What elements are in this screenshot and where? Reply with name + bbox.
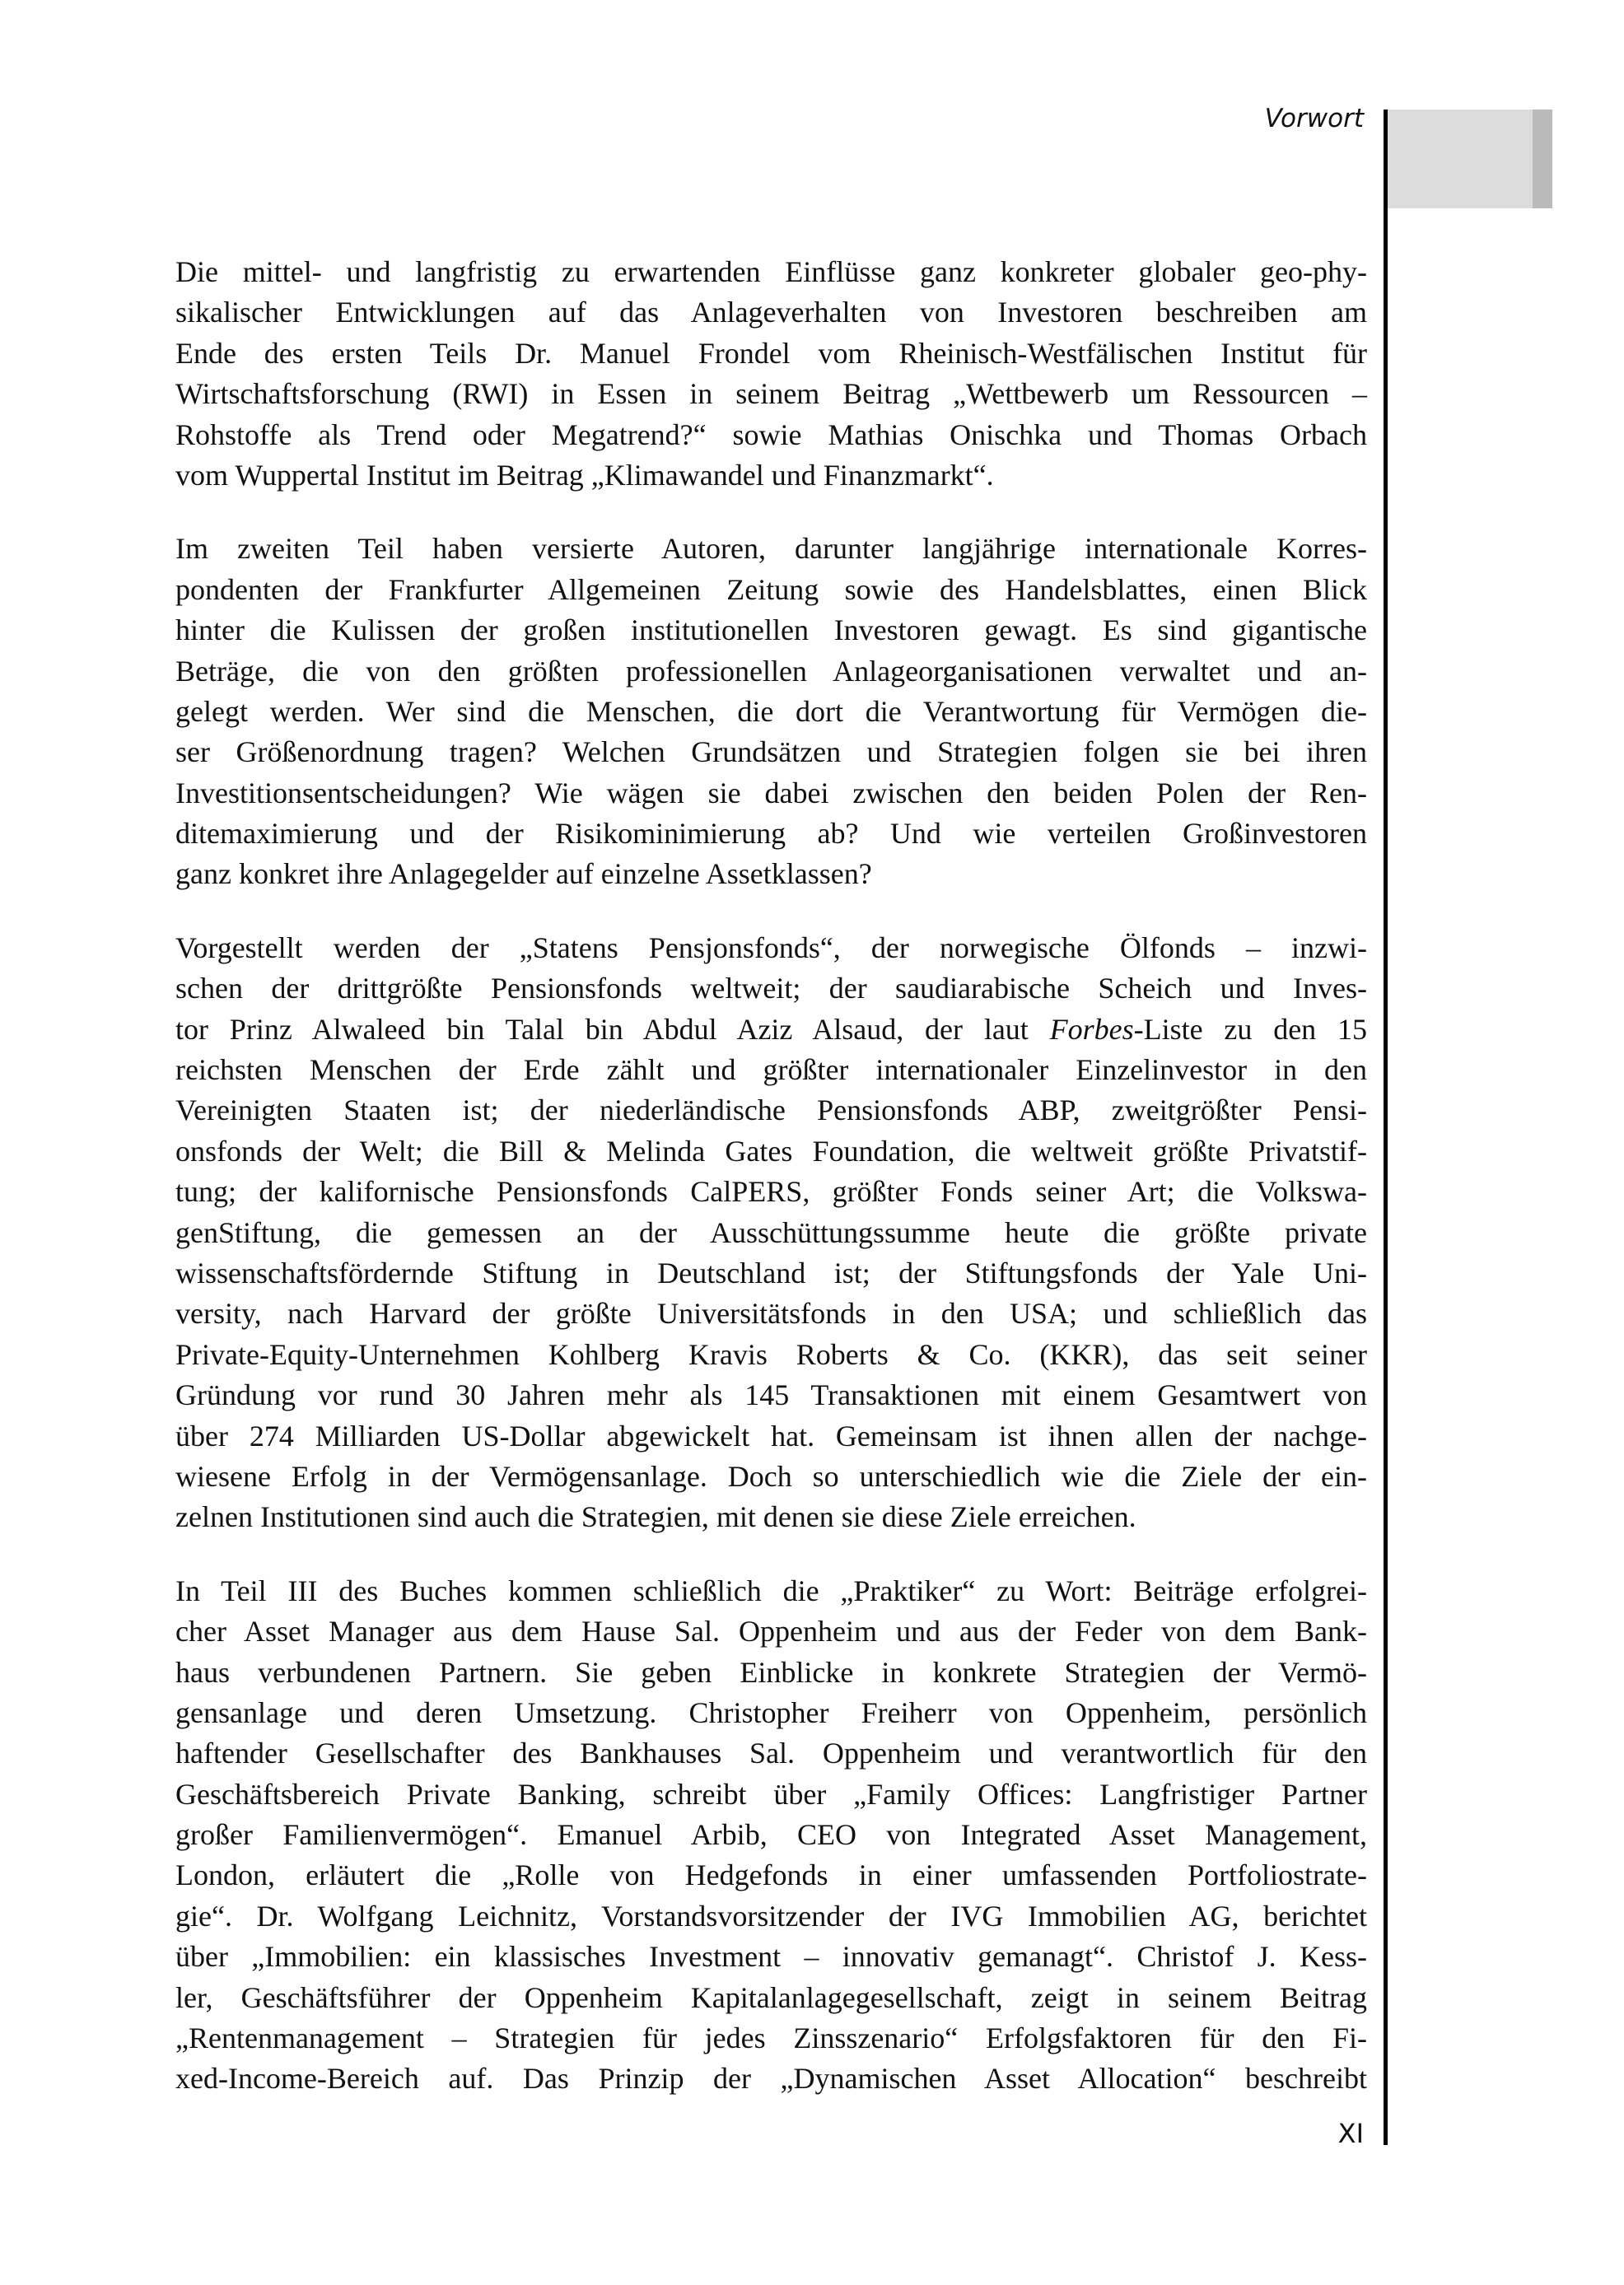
text-line: Private-Equity-Unternehmen Kohlberg Kravis Roberts & Co. (KKR), das seit seiner [175, 1337, 1367, 1371]
text-line: genStiftung, die gemessen an der Ausschüttungssumme heute die größte private [175, 1215, 1367, 1249]
text-line: Vorgestellt werden der „Statens Pensjonsfonds“, der norwegische Ölfonds – inzwi- [175, 930, 1367, 964]
text-line [175, 1010, 1367, 1050]
text-line: onsfonds der Welt; die Bill & Melinda Gates Foundation, die weltweit größte Privatstif- [175, 1134, 1367, 1168]
text-segment: tor Prinz Alwaleed bin Talal bin Abdul Aziz Alsaud, der laut [175, 1012, 1050, 1046]
italic-title: Forbes [1049, 1012, 1134, 1046]
text-line: Ende des ersten Teils Dr. Manuel Frondel vom Rheinisch-Westfälischen Institut für [175, 336, 1367, 370]
text-line: reichsten Menschen der Erde zählt und größter internationaler Einzelinvestor in den [175, 1053, 1367, 1087]
text-line: Investitionsentscheidungen? Wie wägen sie dabei zwischen den beiden Polen der Ren- [175, 776, 1367, 809]
text-line: cher Asset Manager aus dem Hause Sal. Oppenheim und aus der Feder von dem Bank- [175, 1615, 1367, 1648]
text-line: tung; der kalifornische Pensionsfonds CalPERS, größter Fonds seiner Art; die Volkswa- [175, 1175, 1367, 1209]
text-line: hinter die Kulissen der großen institutionellen Investoren gewagt. Es sind gigantische [175, 613, 1367, 647]
text-line: über „Immobilien: ein klassisches Investment – innovativ gemanagt“. Christof J. Kess- [175, 1940, 1367, 1974]
text-line: London, erläutert die „Rolle von Hedgefonds in einer umfassenden Portfoliostrate- [175, 1858, 1367, 1892]
text-line: Beträge, die von den größten professionellen Anlageorganisationen verwaltet und an- [175, 654, 1367, 688]
text-line: „Rentenmanagement – Strategien für jedes Zinsszenario“ Erfolgsfaktoren für den Fi- [175, 2022, 1367, 2055]
text-line: ser Größenordnung tragen? Welchen Grundsätzen und Strategien folgen sie bei ihren [175, 735, 1367, 769]
text-line: vom Wuppertal Institut im Beitrag „Klimawandel und Finanzmarkt“. [175, 458, 994, 492]
text-line: Geschäftsbereich Private Banking, schreibt über „Family Offices: Langfristiger Partner [175, 1777, 1367, 1811]
page-number: XI [1337, 2118, 1364, 2149]
thumb-index-tab-edge [1533, 110, 1552, 208]
text-line: Rohstoffe als Trend oder Megatrend?“ sowie Mathias Onischka und Thomas Orbach [175, 417, 1367, 451]
text-line: ler, Geschäftsführer der Oppenheim Kapitalanlagegesellschaft, zeigt in seinem Beitrag [175, 1980, 1367, 2014]
text-line: Gründung vor rund 30 Jahren mehr als 145 Transaktionen mit einem Gesamtwert von [175, 1378, 1367, 1412]
text-line: Im zweiten Teil haben versierte Autoren, darunter langjährige internationale Korres- [175, 532, 1367, 566]
text-line: zelnen Institutionen sind auch die Strategien, mit denen sie diese Ziele erreichen. [175, 1500, 1136, 1534]
text-line: sikalischer Entwicklungen auf das Anlageverhalten von Investoren beschreiben am [175, 296, 1367, 329]
text-line: versity, nach Harvard der größte Universitätsfonds in den USA; und schließlich das [175, 1297, 1367, 1331]
text-line: großer Familienvermögen“. Emanuel Arbib, CEO von Integrated Asset Management, [175, 1818, 1367, 1852]
thumb-index-tab [1388, 110, 1533, 208]
text-line: haus verbundenen Partnern. Sie geben Einblicke in konkrete Strategien der Vermö- [175, 1655, 1367, 1689]
text-segment: -Liste zu den 15 [1133, 1012, 1367, 1046]
paragraph [175, 252, 1367, 496]
text-line: wiesene Erfolg in der Vermögensanlage. Doch so unterschiedlich wie die Ziele der ein- [175, 1459, 1367, 1493]
paragraph [175, 1571, 1367, 2100]
text-line: wissenschaftsfördernde Stiftung in Deutschland ist; der Stiftungsfonds der Yale Uni- [175, 1256, 1367, 1289]
body-text [175, 252, 1367, 2133]
paragraph [175, 529, 1367, 895]
paragraph [175, 928, 1367, 1538]
text-line: gensanlage und deren Umsetzung. Christopher Freiherr von Oppenheim, persönlich [175, 1695, 1367, 1729]
text-line: ditemaximierung und der Risikominimierung ab? Und wie verteilen Großinvestoren [175, 817, 1367, 851]
text-line: Die mittel- und langfristig zu erwartenden Einflüsse ganz konkreter globaler geo-phy- [175, 255, 1367, 288]
text-line: gie“. Dr. Wolfgang Leichnitz, Vorstandsvorsitzender der IVG Immobilien AG, berichtet [175, 1899, 1367, 1933]
margin-rule [1384, 110, 1388, 2145]
text-line: schen der drittgrößte Pensionsfonds weltweit; der saudiarabische Scheich und Inves- [175, 972, 1367, 1005]
text-line: haftender Gesellschafter des Bankhauses Sal. Oppenheim und verantwortlich für den [175, 1737, 1367, 1770]
text-line: pondenten der Frankfurter Allgemeinen Zeitung sowie des Handelsblattes, einen Blick [175, 572, 1367, 606]
text-line: ganz konkret ihre Anlagegelder auf einzelne Assetklassen? [175, 857, 872, 891]
text-line: xed-Income-Bereich auf. Das Prinzip der „Dynamischen Asset Allocation“ beschreibt [175, 2062, 1367, 2096]
text-line: über 274 Milliarden US-Dollar abgewickelt hat. Gemeinsam ist ihnen allen der nachge- [175, 1419, 1367, 1453]
text-line: In Teil III des Buches kommen schließlich die „Praktiker“ zu Wort: Beiträge erfolgrei- [175, 1574, 1367, 1607]
text-line: gelegt werden. Wer sind die Menschen, die dort die Verantwortung für Vermögen die- [175, 694, 1367, 728]
text-line: Vereinigten Staaten ist; der niederländische Pensionsfonds ABP, zweitgrößter Pensi- [175, 1094, 1367, 1127]
text-line: Wirtschaftsforschung (RWI) in Essen in seinem Beitrag „Wettbewerb um Ressourcen – [175, 377, 1367, 411]
running-head-title: Vorwort [1264, 104, 1364, 133]
